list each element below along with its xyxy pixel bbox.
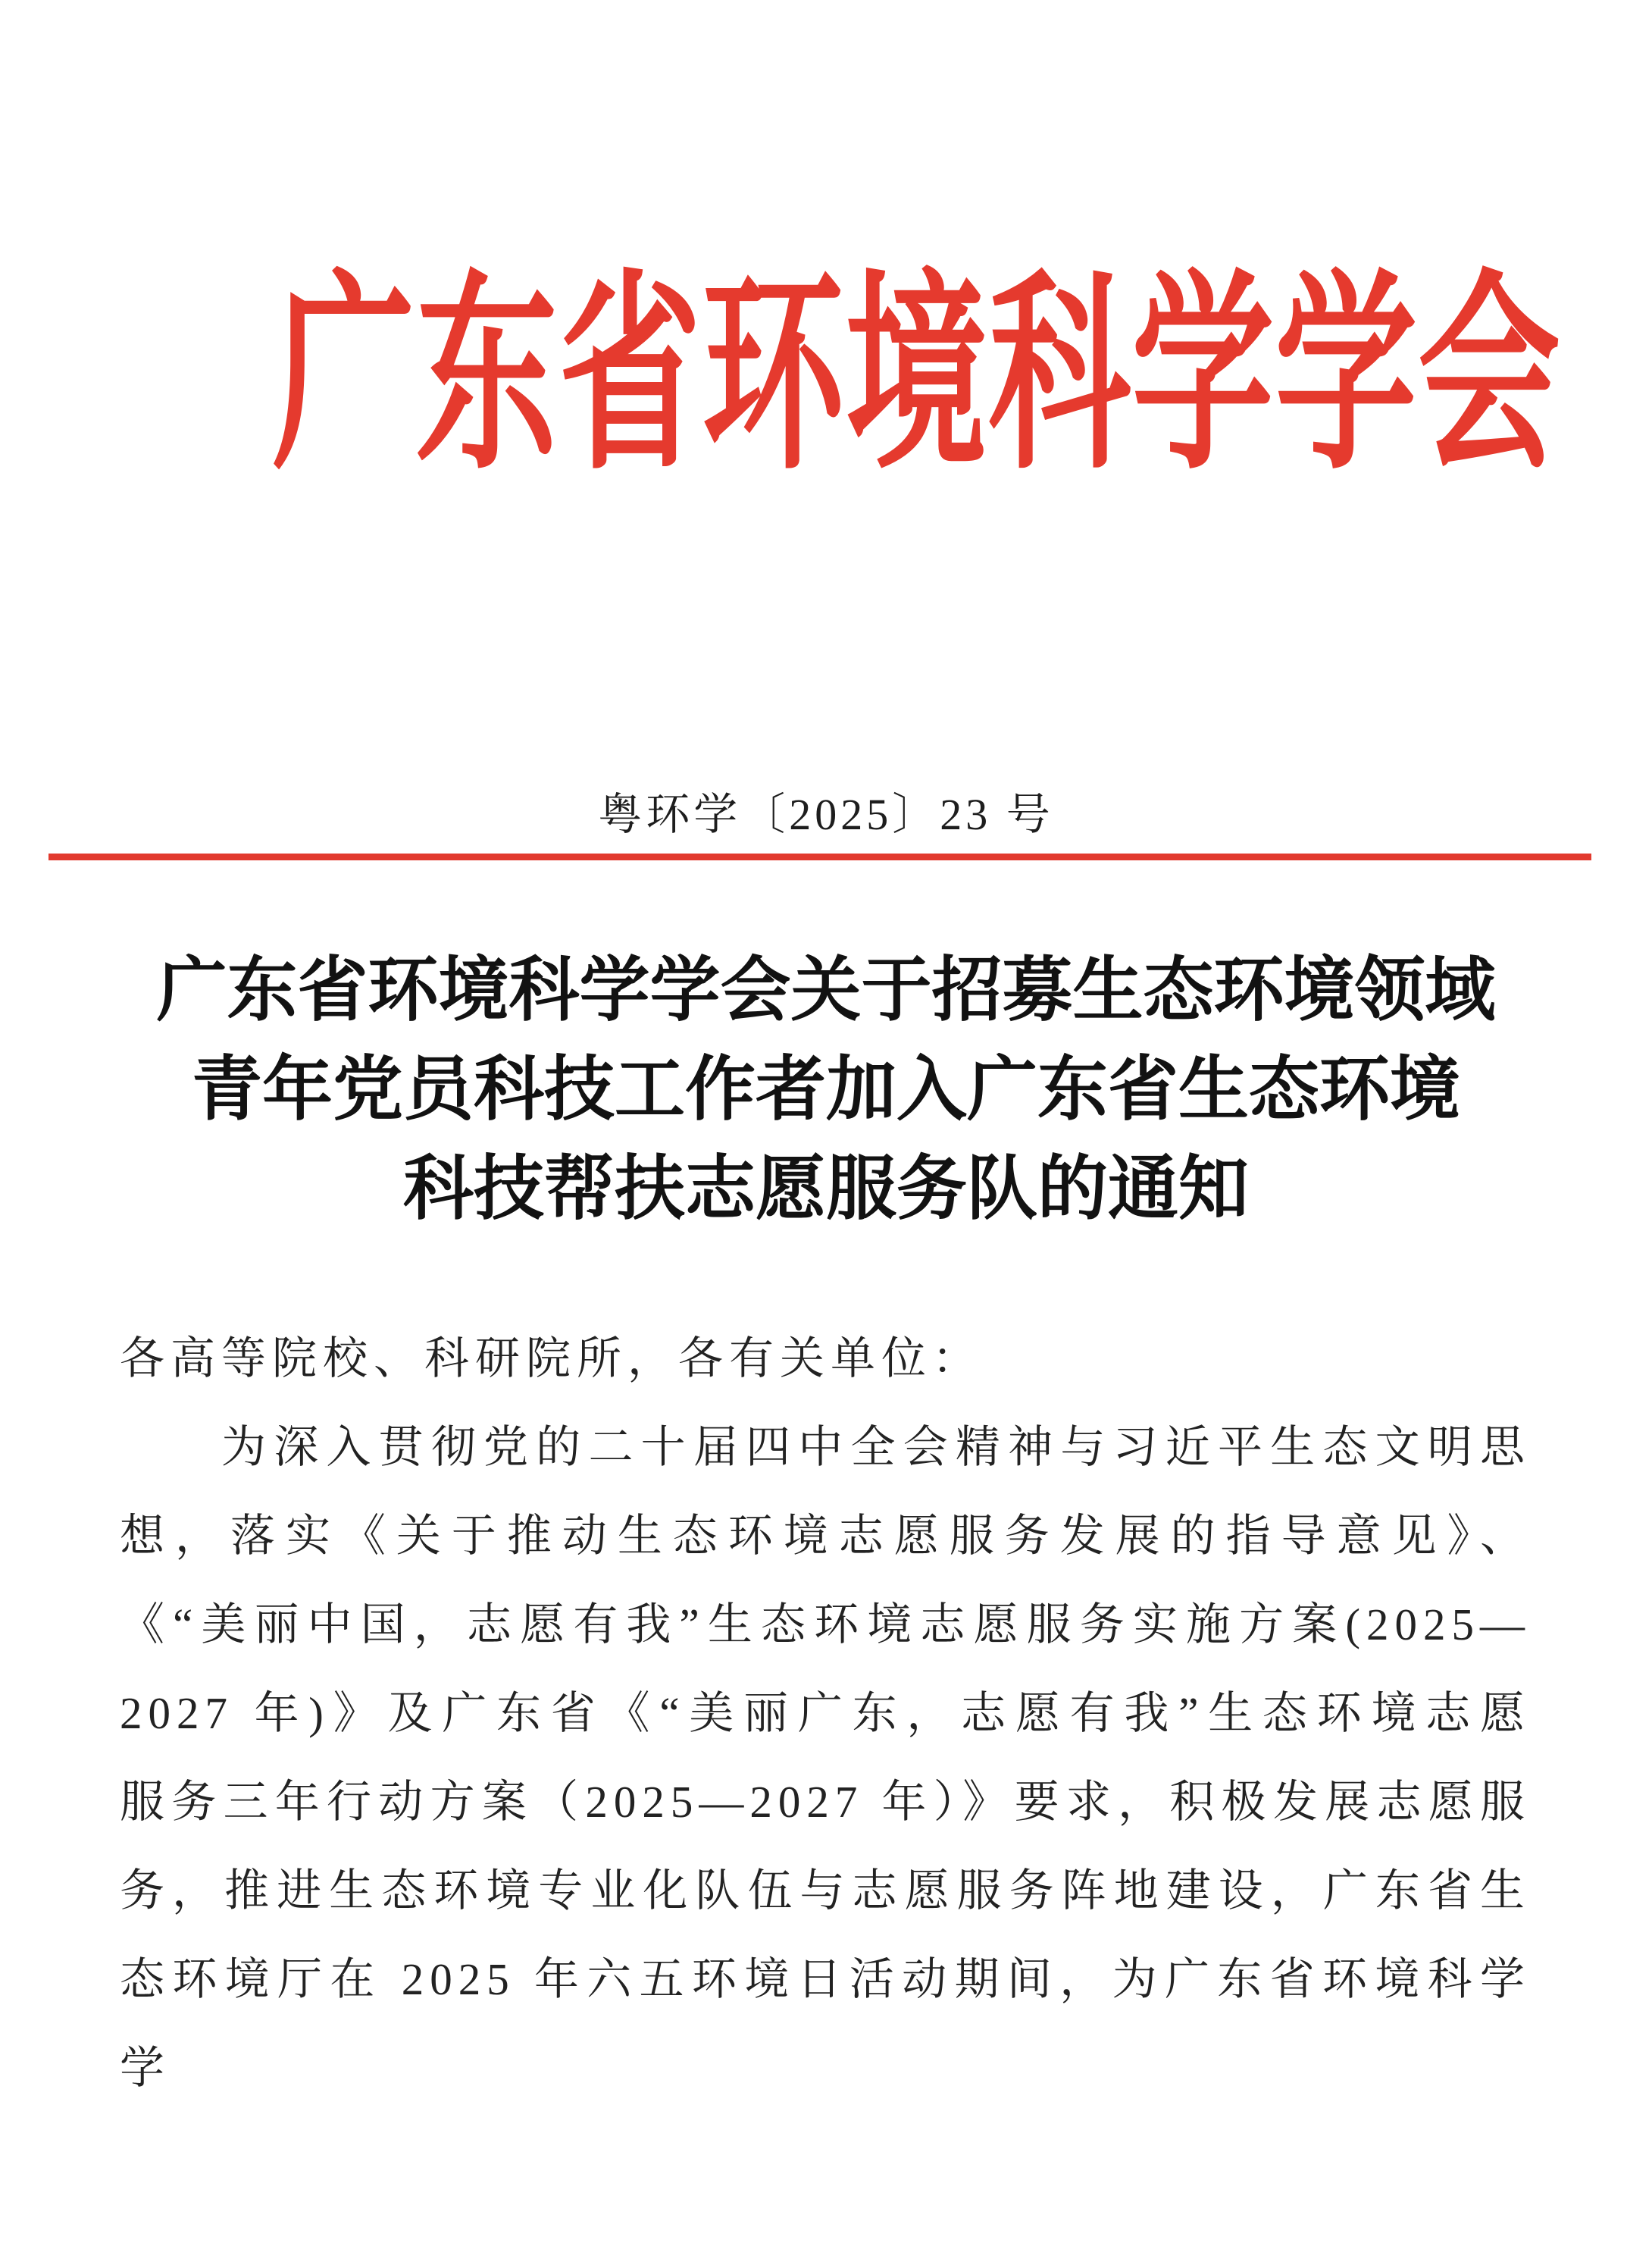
body-line: 务，推进生态环境专业化队伍与志愿服务阵地建设，广东省生 [120, 1865, 1531, 1916]
body-line: 想，落实《关于推动生态环境志愿服务发展的指导意见》、 [120, 1511, 1531, 1561]
doc-title-line-3: 科技帮扶志愿服务队的通知 [403, 1151, 1249, 1229]
body-line: 服务三年行动方案（2025—2027 年）》要求，积极发展志愿服 [120, 1777, 1531, 1827]
doc-title-line-2: 青年党员科技工作者加入广东省生态环境 [192, 1051, 1460, 1129]
doc-title [0, 941, 1652, 1239]
body-line: 《“美丽中国，志愿有我”生态环境志愿服务实施方案(2025— [120, 1599, 1531, 1649]
salutation-line: 各高等院校、科研院所，各有关单位： [120, 1333, 984, 1383]
org-title-banner: 广东省环境科学学会 [272, 258, 1562, 494]
body-text [120, 1314, 1531, 2093]
doc-title-line-1: 广东省环境科学学会关于招募生态环境领域 [156, 952, 1496, 1030]
body-line: 为深入贯彻党的二十届四中全会精神与习近平生态文明思 [221, 1422, 1531, 1472]
body-line: 态环境厅在 2025 年六五环境日活动期间，为广东省环境科学学 [120, 1954, 1531, 2093]
red-separator-line [48, 854, 1591, 860]
body-line: 2027 年)》及广东省《“美丽广东，志愿有我”生态环境志愿 [120, 1688, 1531, 1738]
doc-number: 粤环学〔2025〕23 号 [598, 790, 1054, 839]
